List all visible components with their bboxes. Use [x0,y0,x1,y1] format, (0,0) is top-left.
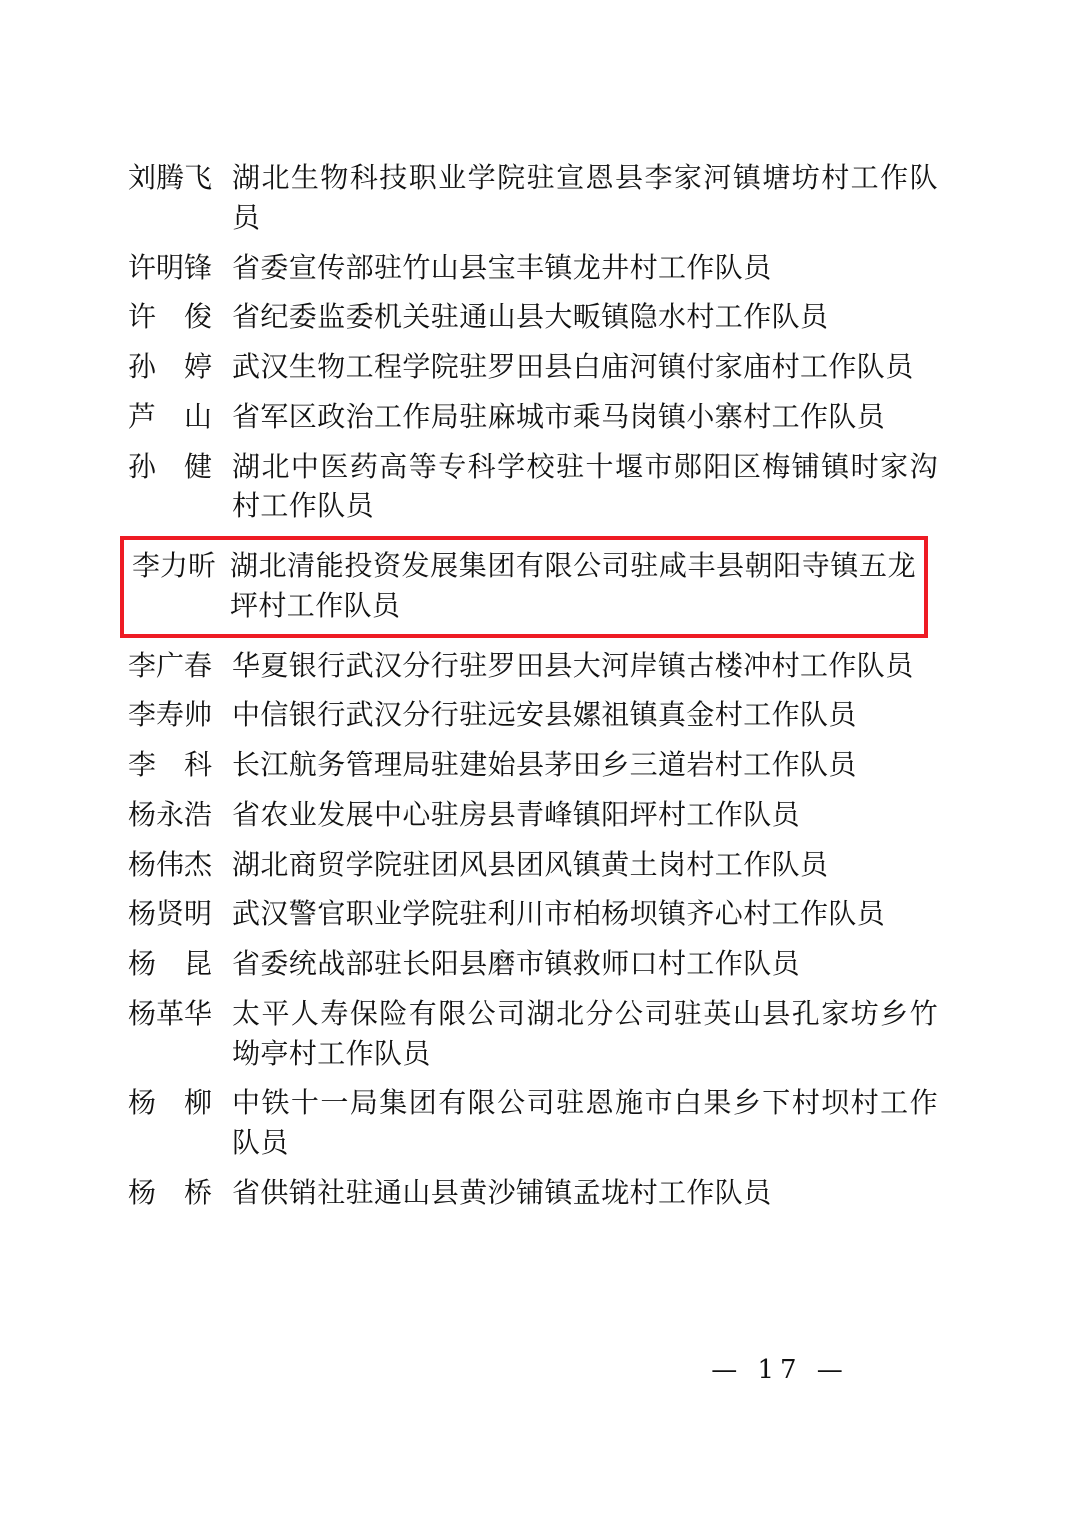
entry-person-name: 许 俊 [128,300,213,334]
entry-description: 湖北商贸学院驻团风县团风镇黄土岗村工作队员 [232,847,829,881]
entry-row [128,845,938,885]
entry-description: 武汉生物工程学院驻罗田县白庙河镇付家庙村工作队员 [232,350,914,383]
entry-description: 省农业发展中心驻房县青峰镇阳坪村工作队员 [232,797,801,831]
entry-row [128,347,938,387]
entry-row [128,745,938,785]
entry-person-name: 杨伟杰 [128,847,213,881]
entry-person-name: 孙 婷 [128,350,213,383]
entry-description: 太平人寿保险有限公司湖北分公司驻英山县孔家坊乡竹坳亭村工作队员 [232,996,938,1070]
page-number: — 17 — [711,1355,849,1385]
entry-description: 华夏银行武汉分行驻罗田县大河岸镇古楼冲村工作队员 [232,648,914,682]
entry-person-name: 许明锋 [128,250,213,284]
entry-row [128,944,938,984]
entry-person-name: 孙 健 [128,449,213,483]
page-footer [0,1355,1080,1385]
entry-description: 省纪委监委机关驻通山县大畈镇隐水村工作队员 [232,300,829,334]
entry-description: 湖北中医药高等专科学校驻十堰市郧阳区梅铺镇时家沟村工作队员 [232,449,938,523]
entry-description: 省军区政治工作局驻麻城市乘马岗镇小寨村工作队员 [232,399,886,433]
entry-row [128,695,938,735]
entry-row-highlighted [120,536,928,638]
entry-description: 中铁十一局集团有限公司驻恩施市白果乡下村坝村工作队员 [232,1086,938,1159]
entry-person-name: 杨永浩 [128,797,213,831]
entry-description: 省委宣传部驻竹山县宝丰镇龙井村工作队员 [232,250,772,284]
entry-person-name: 李寿帅 [128,698,213,732]
entry-description: 中信银行武汉分行驻远安县嫘祖镇真金村工作队员 [232,698,857,732]
entry-list [128,158,938,1223]
entry-person-name: 杨 昆 [128,947,213,980]
entry-person-name: 芦 山 [128,399,213,433]
entry-description: 湖北生物科技职业学院驻宣恩县李家河镇塘坊村工作队员 [232,161,938,234]
entry-person-name: 杨 桥 [128,1175,213,1209]
entry-description: 省供销社驻通山县黄沙铺镇孟垅村工作队员 [232,1175,772,1209]
entry-description: 长江航务管理局驻建始县茅田乡三道岩村工作队员 [232,748,857,781]
entry-row [128,795,938,835]
entry-row [128,994,938,1074]
entry-row [128,397,938,437]
entry-row [128,158,938,238]
entry-person-name: 李广春 [128,648,213,682]
entry-row [128,646,938,686]
entry-person-name: 杨革华 [128,996,213,1030]
entry-row [128,894,938,934]
entry-person-name: 李 科 [128,748,213,781]
entry-person-name: 杨 柳 [128,1086,213,1120]
entry-description: 湖北清能投资发展集团有限公司驻咸丰县朝阳寺镇五龙坪村工作队员 [230,549,916,622]
entry-person-name: 李力昕 [132,549,217,582]
entry-description: 武汉警官职业学院驻利川市柏杨坝镇齐心村工作队员 [232,897,886,931]
entry-person-name: 刘腾飞 [128,161,213,194]
entry-row [128,297,938,337]
entry-person-name: 杨贤明 [128,897,213,931]
entry-row [128,248,938,288]
entry-row [128,447,938,527]
entry-row [128,1083,938,1163]
entry-description: 省委统战部驻长阳县磨市镇救师口村工作队员 [232,947,801,980]
entry-row [128,1173,938,1213]
